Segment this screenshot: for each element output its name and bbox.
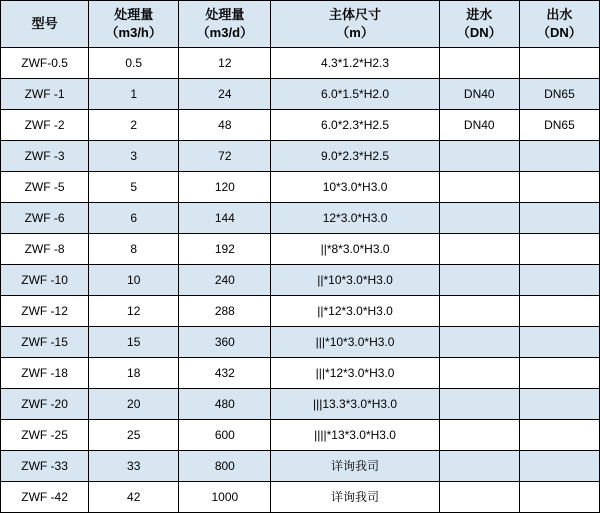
cell-inlet xyxy=(439,420,519,451)
cell-flow-h: 1 xyxy=(89,79,179,110)
header-cell-inlet xyxy=(439,1,519,48)
cell-model: ZWF -10 xyxy=(1,265,89,296)
cell-inlet xyxy=(439,203,519,234)
cell-inlet xyxy=(439,48,519,79)
cell-flow-d: 240 xyxy=(179,265,271,296)
table-row xyxy=(1,389,600,420)
cell-size: |||*10*3.0*H3.0 xyxy=(271,327,439,358)
cell-size: 4.3*1.2*H2.3 xyxy=(271,48,439,79)
table-row xyxy=(1,172,600,203)
cell-inlet xyxy=(439,451,519,482)
header-cell-outlet xyxy=(519,1,599,48)
cell-outlet xyxy=(519,389,599,420)
header-line1: 处理量 xyxy=(114,7,154,23)
cell-model: ZWF -20 xyxy=(1,389,89,420)
cell-model: ZWF -5 xyxy=(1,172,89,203)
header-line1: 主体尺寸 xyxy=(329,7,382,23)
cell-flow-h: 15 xyxy=(89,327,179,358)
cell-outlet xyxy=(519,265,599,296)
cell-model: ZWF -8 xyxy=(1,234,89,265)
cell-flow-d: 480 xyxy=(179,389,271,420)
cell-flow-d: 12 xyxy=(179,48,271,79)
cell-outlet xyxy=(519,296,599,327)
cell-model: ZWF -12 xyxy=(1,296,89,327)
cell-outlet xyxy=(519,234,599,265)
cell-model: ZWF -2 xyxy=(1,110,89,141)
cell-outlet xyxy=(519,358,599,389)
cell-inlet: DN40 xyxy=(439,79,519,110)
table-row xyxy=(1,234,600,265)
cell-model: ZWF -25 xyxy=(1,420,89,451)
cell-size: ||*8*3.0*H3.0 xyxy=(271,234,439,265)
cell-flow-d: 192 xyxy=(179,234,271,265)
cell-outlet xyxy=(519,203,599,234)
cell-flow-h: 3 xyxy=(89,141,179,172)
cell-flow-d: 360 xyxy=(179,327,271,358)
cell-flow-d: 1000 xyxy=(179,482,271,513)
cell-flow-d: 432 xyxy=(179,358,271,389)
cell-inlet xyxy=(439,296,519,327)
table-row xyxy=(1,482,600,513)
header-line1: 出水 xyxy=(546,7,573,23)
cell-flow-d: 600 xyxy=(179,420,271,451)
header-cell-flow-h xyxy=(89,1,179,48)
header-line1: 进水 xyxy=(466,7,493,23)
cell-size: 详询我司 xyxy=(271,482,439,513)
table-row xyxy=(1,420,600,451)
header-line1: 型号 xyxy=(31,16,58,32)
header-line2: （DN） xyxy=(537,25,582,40)
header-cell-flow-d xyxy=(179,1,271,48)
table-row xyxy=(1,203,600,234)
cell-size: 6.0*2.3*H2.5 xyxy=(271,110,439,141)
cell-size: 9.0*2.3*H2.5 xyxy=(271,141,439,172)
header-line1: 处理量 xyxy=(205,7,245,23)
table-header-row xyxy=(1,1,600,48)
cell-flow-d: 72 xyxy=(179,141,271,172)
cell-flow-h: 42 xyxy=(89,482,179,513)
cell-flow-h: 0.5 xyxy=(89,48,179,79)
header-line2: （m3/h） xyxy=(105,25,162,40)
cell-outlet xyxy=(519,420,599,451)
cell-flow-d: 24 xyxy=(179,79,271,110)
cell-model: ZWF -1 xyxy=(1,79,89,110)
cell-inlet xyxy=(439,172,519,203)
cell-model: ZWF -6 xyxy=(1,203,89,234)
table-row xyxy=(1,79,600,110)
cell-flow-h: 2 xyxy=(89,110,179,141)
cell-flow-h: 25 xyxy=(89,420,179,451)
cell-model: ZWF -42 xyxy=(1,482,89,513)
cell-inlet: DN40 xyxy=(439,110,519,141)
cell-inlet xyxy=(439,389,519,420)
cell-outlet xyxy=(519,172,599,203)
cell-outlet: DN65 xyxy=(519,110,599,141)
cell-size: |||13.3*3.0*H3.0 xyxy=(271,389,439,420)
cell-model: ZWF-0.5 xyxy=(1,48,89,79)
table-row xyxy=(1,265,600,296)
cell-flow-h: 6 xyxy=(89,203,179,234)
table-row xyxy=(1,110,600,141)
cell-size: 6.0*1.5*H2.0 xyxy=(271,79,439,110)
cell-flow-h: 5 xyxy=(89,172,179,203)
cell-outlet xyxy=(519,482,599,513)
cell-flow-d: 288 xyxy=(179,296,271,327)
cell-inlet xyxy=(439,482,519,513)
header-line2: （m3/d） xyxy=(196,25,254,40)
table-row xyxy=(1,48,600,79)
header-line2: （m） xyxy=(336,25,374,40)
cell-outlet xyxy=(519,327,599,358)
cell-outlet xyxy=(519,141,599,172)
table-row xyxy=(1,296,600,327)
cell-size: 详询我司 xyxy=(271,451,439,482)
cell-flow-h: 20 xyxy=(89,389,179,420)
cell-flow-h: 18 xyxy=(89,358,179,389)
cell-flow-h: 33 xyxy=(89,451,179,482)
cell-flow-d: 120 xyxy=(179,172,271,203)
table-row xyxy=(1,358,600,389)
cell-size: 12*3.0*H3.0 xyxy=(271,203,439,234)
cell-flow-h: 8 xyxy=(89,234,179,265)
cell-outlet xyxy=(519,451,599,482)
cell-inlet xyxy=(439,327,519,358)
cell-size: 10*3.0*H3.0 xyxy=(271,172,439,203)
cell-size: ||*10*3.0*H3.0 xyxy=(271,265,439,296)
table-row xyxy=(1,141,600,172)
cell-outlet xyxy=(519,48,599,79)
cell-inlet xyxy=(439,141,519,172)
cell-inlet xyxy=(439,358,519,389)
cell-model: ZWF -3 xyxy=(1,141,89,172)
cell-size: ||||*13*3.0*H3.0 xyxy=(271,420,439,451)
table-row xyxy=(1,451,600,482)
cell-flow-d: 48 xyxy=(179,110,271,141)
cell-inlet xyxy=(439,265,519,296)
cell-flow-d: 800 xyxy=(179,451,271,482)
cell-size: |||*12*3.0*H3.0 xyxy=(271,358,439,389)
cell-model: ZWF -18 xyxy=(1,358,89,389)
cell-flow-d: 144 xyxy=(179,203,271,234)
header-line2: （DN） xyxy=(456,25,502,40)
cell-outlet: DN65 xyxy=(519,79,599,110)
cell-flow-h: 12 xyxy=(89,296,179,327)
cell-model: ZWF -33 xyxy=(1,451,89,482)
cell-size: ||*12*3.0*H3.0 xyxy=(271,296,439,327)
table-row xyxy=(1,327,600,358)
cell-model: ZWF -15 xyxy=(1,327,89,358)
cell-flow-h: 10 xyxy=(89,265,179,296)
cell-inlet xyxy=(439,234,519,265)
header-cell-model xyxy=(1,1,89,48)
header-cell-size xyxy=(271,1,439,48)
